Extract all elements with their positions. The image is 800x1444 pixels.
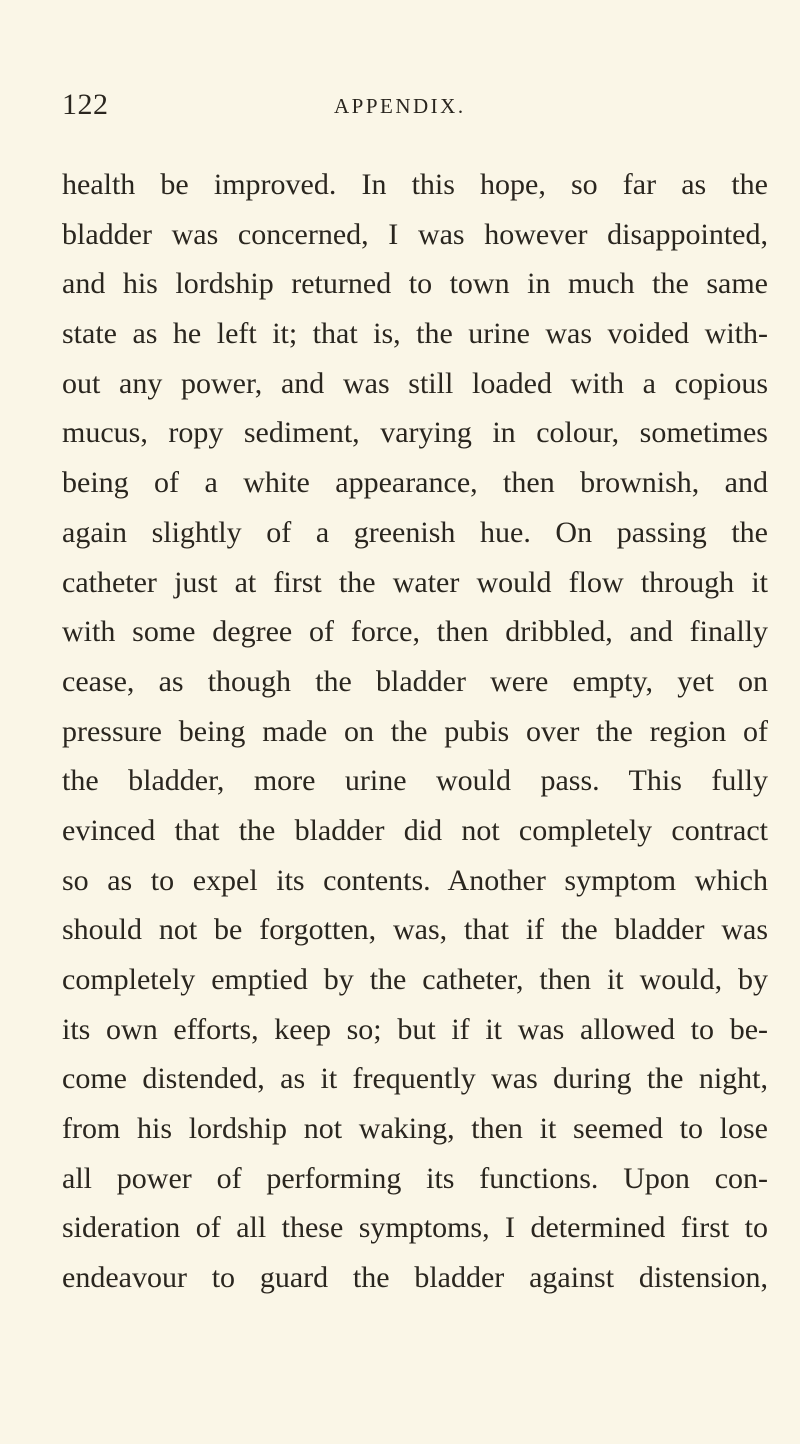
text-line: evinced that the bladder did not completely contract <box>62 813 768 847</box>
text-line: and his lordship returned to town in much the same <box>62 267 768 301</box>
text-line: should not be forgotten, was, that if the bladder was <box>62 913 768 947</box>
text-line: out any power, and was still loaded with a copious <box>62 366 768 400</box>
text-line: health be improved. In this hope, so far as the <box>62 168 768 201</box>
text-line: sideration of all these symptoms, I determined first to <box>62 1211 768 1245</box>
page-number: 122 <box>62 88 109 121</box>
text-line: with some degree of force, then dribbled, and finally <box>62 615 768 649</box>
text-line: cease, as though the bladder were empty, yet on <box>62 664 768 698</box>
text-line: endeavour to guard the bladder against distension, <box>62 1261 768 1295</box>
text-line: the bladder, more urine would pass. This fully <box>62 764 768 798</box>
text-line: completely emptied by the catheter, then it would, by <box>62 963 768 996</box>
text-line: catheter just at first the water would flow through it <box>62 565 768 599</box>
text-line: so as to expel its contents. Another symptom which <box>62 863 768 897</box>
text-line: come distended, as it frequently was during the night, <box>62 1062 768 1096</box>
text-line: from his lordship not waking, then it seemed to lose <box>62 1112 768 1146</box>
text-line: pressure being made on the pubis over the region of <box>62 714 768 748</box>
text-line: bladder was concerned, I was however disappointed, <box>62 217 768 251</box>
text-line: mucus, ropy sediment, varying in colour, sometimes <box>62 416 768 450</box>
text-line: again slightly of a greenish hue. On passing the <box>62 515 768 549</box>
text-line: all power of performing its functions. Upon con- <box>62 1161 768 1195</box>
page-header <box>62 88 742 128</box>
text-line: state as he left it; that is, the urine was voided with- <box>62 317 768 351</box>
body-text <box>62 160 768 1303</box>
text-line: being of a white appearance, then brownish, and <box>62 466 768 500</box>
running-head: APPENDIX. <box>334 94 466 118</box>
text-line: its own efforts, keep so; but if it was allowed to be- <box>62 1012 768 1046</box>
